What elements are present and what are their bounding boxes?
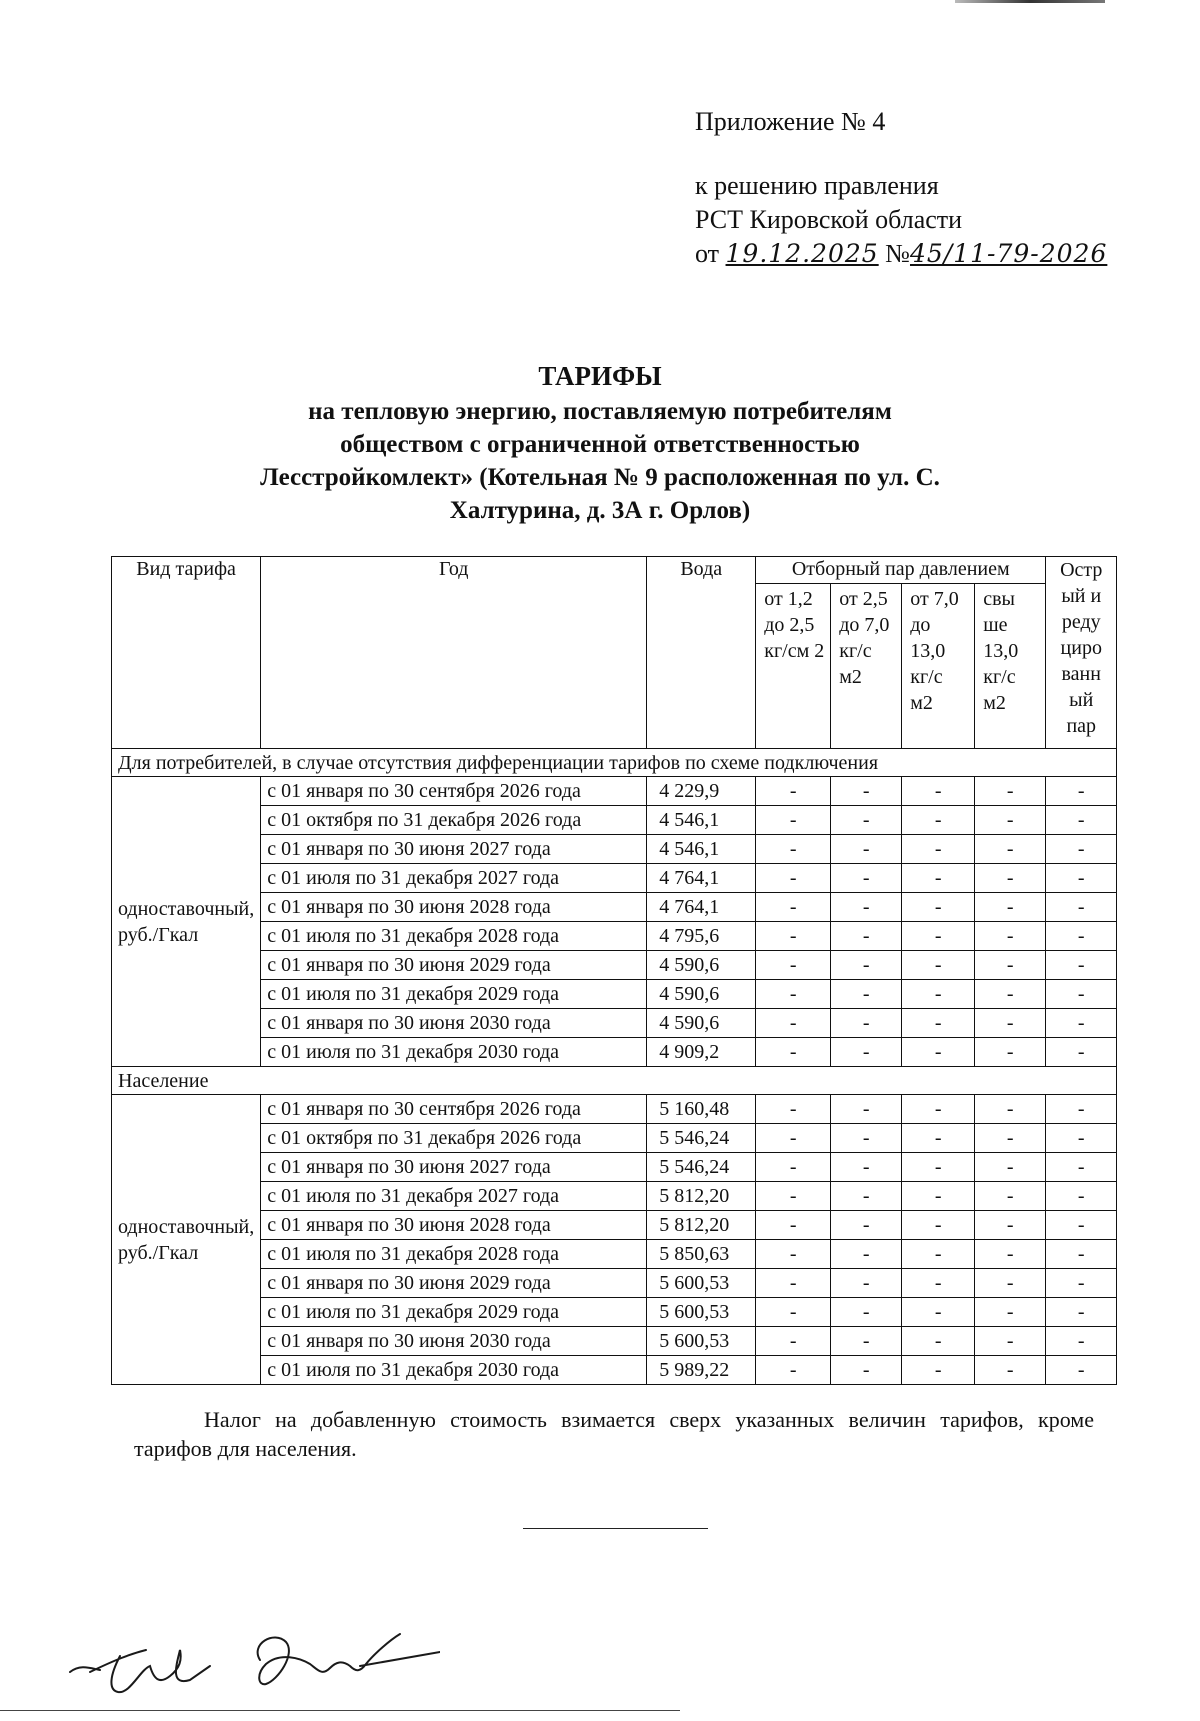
empty-value-cell: - [1046,1009,1117,1038]
title-line-2: обществом с ограниченной ответственностью [340,431,860,458]
water-value-cell: 5 600,53 [647,1269,756,1298]
table-row [112,980,1117,1009]
empty-value-cell: - [1046,1095,1117,1124]
empty-value-cell: - [975,1356,1046,1385]
document-header [695,105,1107,271]
empty-value-cell: - [902,1327,975,1356]
appendix-number: Приложение № 4 [695,107,886,136]
empty-value-cell: - [902,1124,975,1153]
empty-value-cell: - [902,1095,975,1124]
empty-value-cell: - [1046,835,1117,864]
number-label: № [885,239,910,268]
empty-value-cell: - [831,806,902,835]
empty-value-cell: - [831,1095,902,1124]
table-row [112,1009,1117,1038]
section-title: Население [112,1067,1117,1095]
empty-value-cell: - [756,951,831,980]
water-value-cell: 4 590,6 [647,951,756,980]
table-row [112,1211,1117,1240]
scan-artifact-line [955,0,1105,3]
water-value-cell: 4 590,6 [647,980,756,1009]
empty-value-cell: - [831,1298,902,1327]
empty-value-cell: - [1046,980,1117,1009]
table-row [112,1327,1117,1356]
water-value-cell: 4 909,2 [647,1038,756,1067]
empty-value-cell: - [975,864,1046,893]
empty-value-cell: - [902,777,975,806]
empty-value-cell: - [902,1009,975,1038]
header-year: Год [261,557,647,749]
period-cell: с 01 января по 30 июня 2028 года [261,893,647,922]
empty-value-cell: - [756,806,831,835]
empty-value-cell: - [902,951,975,980]
empty-value-cell: - [831,1153,902,1182]
empty-value-cell: - [902,864,975,893]
handwritten-date: 19.12.2025 [725,239,879,268]
period-cell: с 01 октября по 31 декабря 2026 года [261,1124,647,1153]
empty-value-cell: - [1046,1182,1117,1211]
empty-value-cell: - [756,1124,831,1153]
empty-value-cell: - [902,922,975,951]
empty-value-cell: - [902,806,975,835]
header-steam-above-13-0: свы ше 13,0 кг/с м2 [975,584,1046,749]
period-cell: с 01 января по 30 июня 2027 года [261,835,647,864]
header-steam-2-5-to-7-0: от 2,5 до 7,0 кг/с м2 [831,584,902,749]
end-separator-line [523,1528,708,1529]
water-value-cell: 5 600,53 [647,1298,756,1327]
table-row [112,1038,1117,1067]
empty-value-cell: - [831,864,902,893]
empty-value-cell: - [756,893,831,922]
period-cell: с 01 июля по 31 декабря 2029 года [261,1298,647,1327]
table-row [112,1095,1117,1124]
empty-value-cell: - [756,1038,831,1067]
empty-value-cell: - [902,1153,975,1182]
tariff-type-cell: одноставочный, руб./Гкал [112,1095,261,1385]
table-row [112,777,1117,806]
empty-value-cell: - [831,922,902,951]
period-cell: с 01 июля по 31 декабря 2028 года [261,922,647,951]
empty-value-cell: - [1046,864,1117,893]
empty-value-cell: - [975,1327,1046,1356]
period-cell: с 01 июля по 31 декабря 2030 года [261,1038,647,1067]
empty-value-cell: - [831,1182,902,1211]
empty-value-cell: - [975,777,1046,806]
empty-value-cell: - [831,1124,902,1153]
table-row [112,1153,1117,1182]
empty-value-cell: - [975,1298,1046,1327]
empty-value-cell: - [1046,951,1117,980]
empty-value-cell: - [831,1269,902,1298]
period-cell: с 01 января по 30 июня 2027 года [261,1153,647,1182]
empty-value-cell: - [756,1009,831,1038]
title-main: ТАРИФЫ [538,361,662,391]
empty-value-cell: - [831,1038,902,1067]
empty-value-cell: - [756,1356,831,1385]
empty-value-cell: - [1046,1038,1117,1067]
water-value-cell: 5 546,24 [647,1124,756,1153]
decision-line-2: РСТ Кировской области [695,205,963,234]
empty-value-cell: - [975,1124,1046,1153]
tariffs-table [111,556,1117,1385]
empty-value-cell: - [975,1182,1046,1211]
water-value-cell: 4 229,9 [647,777,756,806]
water-value-cell: 5 600,53 [647,1327,756,1356]
empty-value-cell: - [975,1095,1046,1124]
header-steam: Отборный пар давлением [756,557,1046,584]
empty-value-cell: - [902,1298,975,1327]
table-row [112,1298,1117,1327]
empty-value-cell: - [756,1269,831,1298]
empty-value-cell: - [902,893,975,922]
header-water: Вода [647,557,756,749]
empty-value-cell: - [902,1240,975,1269]
empty-value-cell: - [902,1211,975,1240]
empty-value-cell: - [1046,1298,1117,1327]
empty-value-cell: - [975,806,1046,835]
empty-value-cell: - [831,1356,902,1385]
table-row [112,1269,1117,1298]
empty-value-cell: - [831,1327,902,1356]
empty-value-cell: - [902,1182,975,1211]
empty-value-cell: - [1046,1211,1117,1240]
table-row [112,835,1117,864]
table-row [112,1182,1117,1211]
from-label: от [695,239,720,268]
empty-value-cell: - [756,1327,831,1356]
empty-value-cell: - [756,777,831,806]
title-line-1: на тепловую энергию, поставляемую потребителям [308,398,892,425]
decision-line-1: к решению правления [695,171,939,200]
empty-value-cell: - [975,1038,1046,1067]
period-cell: с 01 января по 30 июня 2029 года [261,1269,647,1298]
empty-value-cell: - [756,835,831,864]
water-value-cell: 4 764,1 [647,864,756,893]
water-value-cell: 5 160,48 [647,1095,756,1124]
section-title-row [112,749,1117,777]
empty-value-cell: - [1046,1356,1117,1385]
empty-value-cell: - [1046,1240,1117,1269]
empty-value-cell: - [831,1009,902,1038]
empty-value-cell: - [1046,806,1117,835]
signature-image [60,1620,440,1700]
empty-value-cell: - [902,1269,975,1298]
empty-value-cell: - [756,1182,831,1211]
empty-value-cell: - [756,1095,831,1124]
title-line-4: Халтурина, д. 3А г. Орлов) [449,497,751,524]
empty-value-cell: - [756,1298,831,1327]
empty-value-cell: - [831,777,902,806]
empty-value-cell: - [756,1240,831,1269]
water-value-cell: 5 812,20 [647,1211,756,1240]
table-header-row [112,557,1117,584]
period-cell: с 01 января по 30 июня 2028 года [261,1211,647,1240]
empty-value-cell: - [756,864,831,893]
period-cell: с 01 января по 30 июня 2030 года [261,1009,647,1038]
period-cell: с 01 июля по 31 декабря 2030 года [261,1356,647,1385]
empty-value-cell: - [831,893,902,922]
period-cell: с 01 июля по 31 декабря 2029 года [261,980,647,1009]
empty-value-cell: - [975,951,1046,980]
section-title: Для потребителей, в случае отсутствия дифференциации тарифов по схеме подключения [112,749,1117,777]
empty-value-cell: - [975,980,1046,1009]
header-steam-1-2-to-2-5: от 1,2 до 2,5 кг/см 2 [756,584,831,749]
empty-value-cell: - [902,980,975,1009]
title-line-3: Лесстройкомлект» (Котельная № 9 расположенная по ул. С. [260,464,940,491]
empty-value-cell: - [902,1356,975,1385]
table-row [112,806,1117,835]
empty-value-cell: - [975,893,1046,922]
water-value-cell: 4 795,6 [647,922,756,951]
tariff-type-cell: одноставочный, руб./Гкал [112,777,261,1067]
empty-value-cell: - [831,980,902,1009]
document-title [0,360,1200,527]
empty-value-cell: - [975,1211,1046,1240]
empty-value-cell: - [1046,1269,1117,1298]
empty-value-cell: - [1046,1124,1117,1153]
empty-value-cell: - [756,1211,831,1240]
empty-value-cell: - [756,922,831,951]
period-cell: с 01 января по 30 сентября 2026 года [261,1095,647,1124]
table-row [112,1240,1117,1269]
table-row [112,893,1117,922]
empty-value-cell: - [902,835,975,864]
empty-value-cell: - [831,1240,902,1269]
empty-value-cell: - [975,835,1046,864]
water-value-cell: 4 590,6 [647,1009,756,1038]
bottom-scan-line [0,1710,680,1711]
water-value-cell: 5 850,63 [647,1240,756,1269]
empty-value-cell: - [1046,1327,1117,1356]
decision-date-line [695,237,1107,271]
water-value-cell: 5 546,24 [647,1153,756,1182]
period-cell: с 01 января по 30 сентября 2026 года [261,777,647,806]
header-steam-7-0-to-13-0: от 7,0 до 13,0 кг/с м2 [902,584,975,749]
empty-value-cell: - [975,1240,1046,1269]
header-tariff-type: Вид тарифа [112,557,261,749]
table-row [112,1124,1117,1153]
water-value-cell: 5 989,22 [647,1356,756,1385]
empty-value-cell: - [975,1153,1046,1182]
empty-value-cell: - [831,835,902,864]
table-row [112,1356,1117,1385]
period-cell: с 01 июля по 31 декабря 2027 года [261,864,647,893]
water-value-cell: 4 764,1 [647,893,756,922]
section-title-row [112,1067,1117,1095]
table-row [112,922,1117,951]
empty-value-cell: - [975,1009,1046,1038]
empty-value-cell: - [1046,1153,1117,1182]
vat-footnote: Налог на добавленную стоимость взимается сверх указанных величин тарифов, кроме тарифов для населения. [134,1407,1094,1461]
period-cell: с 01 июля по 31 декабря 2028 года [261,1240,647,1269]
water-value-cell: 4 546,1 [647,806,756,835]
handwritten-number: 45/11-79-2026 [909,239,1108,268]
empty-value-cell: - [1046,893,1117,922]
water-value-cell: 4 546,1 [647,835,756,864]
empty-value-cell: - [975,922,1046,951]
empty-value-cell: - [756,980,831,1009]
water-value-cell: 5 812,20 [647,1182,756,1211]
period-cell: с 01 июля по 31 декабря 2027 года [261,1182,647,1211]
empty-value-cell: - [756,1153,831,1182]
period-cell: с 01 октября по 31 декабря 2026 года [261,806,647,835]
empty-value-cell: - [831,951,902,980]
header-sharp-steam: Остр ый и реду циро ванн ый пар [1046,557,1117,749]
empty-value-cell: - [902,1038,975,1067]
table-row [112,951,1117,980]
empty-value-cell: - [831,1211,902,1240]
empty-value-cell: - [1046,777,1117,806]
table-row [112,864,1117,893]
empty-value-cell: - [975,1269,1046,1298]
period-cell: с 01 января по 30 июня 2030 года [261,1327,647,1356]
empty-value-cell: - [1046,922,1117,951]
period-cell: с 01 января по 30 июня 2029 года [261,951,647,980]
